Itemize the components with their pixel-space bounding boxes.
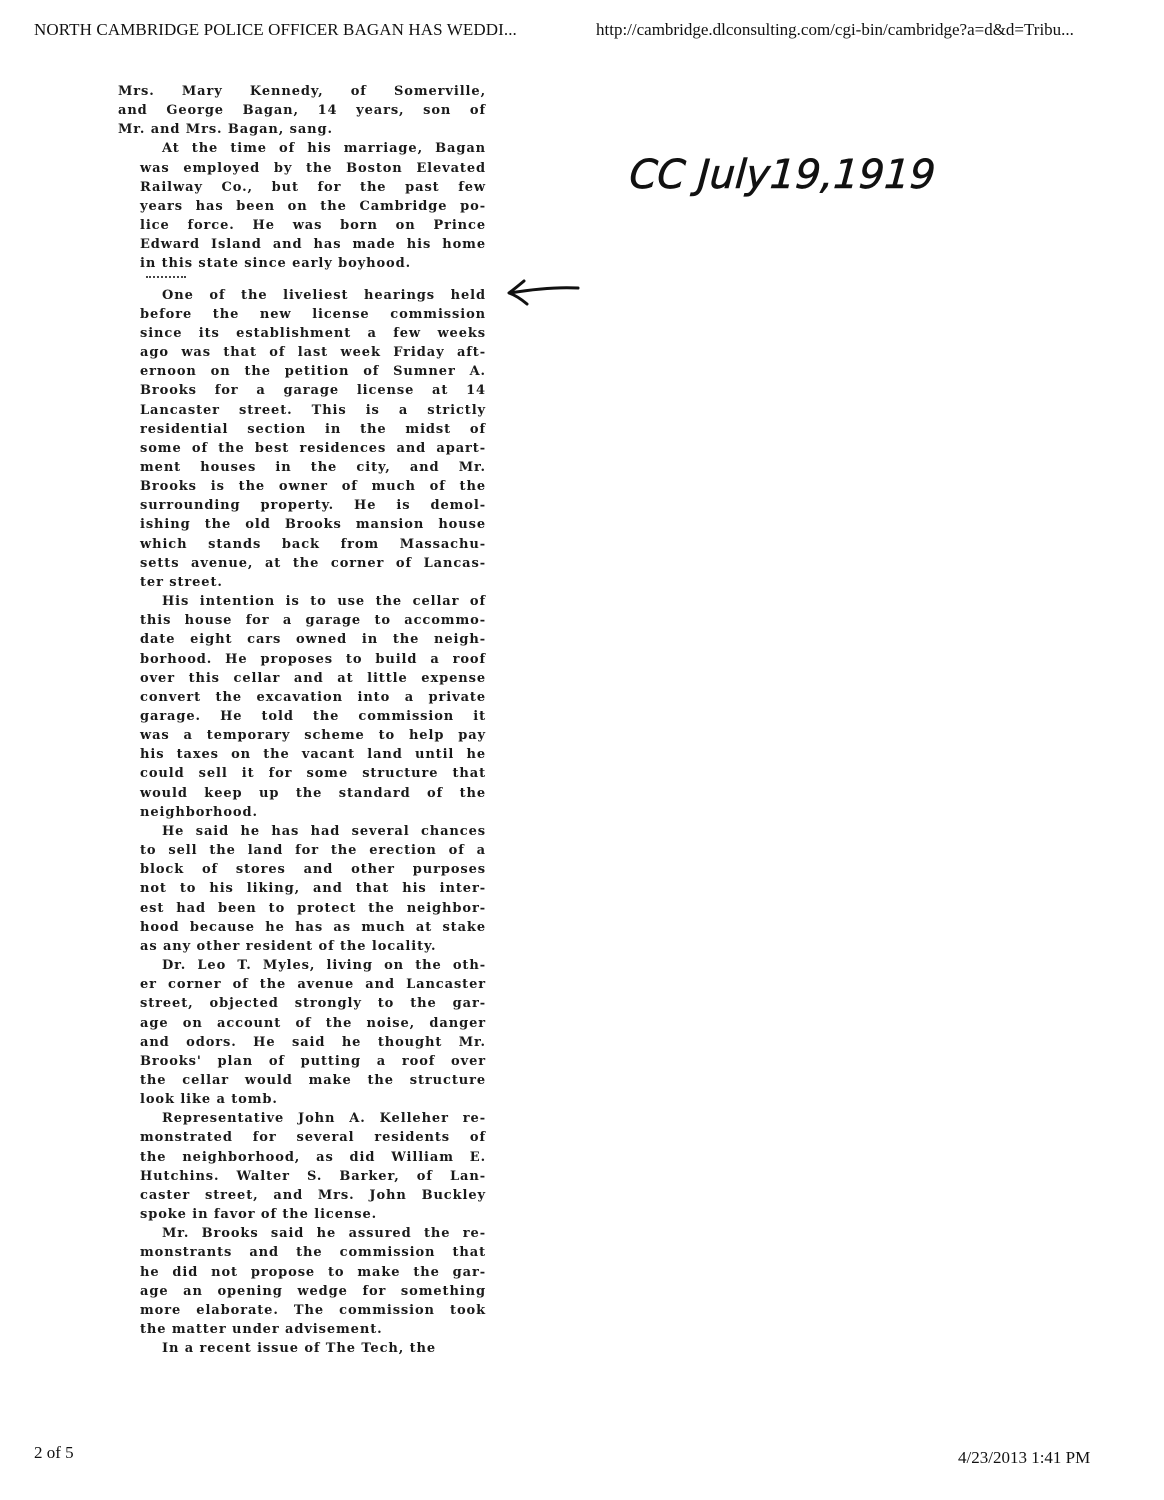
article-line: At the time of his marriage, Bagan xyxy=(162,141,486,157)
article-line: was a temporary scheme to help pay xyxy=(140,728,486,744)
article-line: as any other resident of the locality. xyxy=(140,938,437,954)
handwritten-note-text: CC July19,1919 xyxy=(628,152,937,198)
article-line: more elaborate. The commission took xyxy=(140,1302,486,1318)
article-line: Brooks' plan of putting a roof over xyxy=(140,1053,486,1069)
article-line: borhood. He proposes to build a roof xyxy=(140,651,486,667)
section-divider xyxy=(146,276,186,280)
article-line: Lancaster street. This is a strictly xyxy=(140,402,486,418)
article-line: the cellar would make the structure xyxy=(140,1072,486,1088)
article-line: over this cellar and at little expense xyxy=(140,670,486,686)
article-line: Edward Island and has made his home xyxy=(140,237,486,253)
article-column xyxy=(118,82,486,1358)
page-header-title: NORTH CAMBRIDGE POLICE OFFICER BAGAN HAS WEDDI... xyxy=(34,20,517,39)
article-line: Brooks is the owner of much of the xyxy=(140,479,486,495)
article-line: ishing the old Brooks mansion house xyxy=(140,517,486,533)
article-line: setts avenue, at the corner of Lancas- xyxy=(140,555,486,571)
page-header-url: http://cambridge.dlconsulting.com/cgi-bin/cambridge?a=d&d=Tribu... xyxy=(596,20,1074,39)
article-line: to sell the land for the erection of a xyxy=(140,843,486,859)
article-line: ter street. xyxy=(140,574,223,590)
article-paragraph xyxy=(118,1339,486,1358)
article-line: age an opening wedge for something xyxy=(140,1283,486,1299)
handwritten-date-note xyxy=(628,140,938,210)
article-line: Mr. Brooks said he assured the re- xyxy=(162,1226,486,1242)
article-paragraph xyxy=(118,822,486,956)
article-line: monstrated for several residents of xyxy=(140,1130,486,1146)
article-line: and odors. He said he thought Mr. xyxy=(140,1034,486,1050)
article-line: He said he has had several chances xyxy=(162,823,486,839)
article-paragraph xyxy=(118,1109,486,1224)
article-line: Brooks for a garage license at 14 xyxy=(140,383,486,399)
article-line: and George Bagan, 14 years, son of xyxy=(118,103,486,119)
article-line: spoke in favor of the license. xyxy=(140,1207,378,1223)
article-line: caster street, and Mrs. John Buckley xyxy=(140,1187,486,1203)
article-line: garage. He told the commission it xyxy=(140,709,486,724)
article-line: ago was that of last week Friday aft- xyxy=(140,345,486,361)
article-line: hood because he has as much at stake xyxy=(140,919,486,935)
newspaper-clipping xyxy=(106,62,494,1402)
article-paragraph xyxy=(118,139,486,273)
article-line: neighborhood. xyxy=(140,804,258,820)
article-line: Representative John A. Kelleher re- xyxy=(162,1111,486,1127)
print-timestamp: 4/23/2013 1:41 PM xyxy=(958,1448,1091,1467)
article-line: Hutchins. Walter S. Barker, of Lan- xyxy=(140,1168,486,1184)
article-line: block of stores and other purposes xyxy=(140,862,486,878)
article-line: Dr. Leo T. Myles, living on the oth- xyxy=(162,958,486,974)
article-line: convert the excavation into a private xyxy=(140,689,486,705)
article-line: Mr. and Mrs. Bagan, sang. xyxy=(118,122,333,138)
article-line: surrounding property. He is demol- xyxy=(140,498,486,514)
article-line: years has been on the Cambridge po- xyxy=(140,198,486,214)
article-line: age on account of the noise, danger xyxy=(140,1015,486,1031)
article-paragraph xyxy=(118,1224,486,1339)
article-line: in this state since early boyhood. xyxy=(140,256,412,272)
article-line: date eight cars owned in the neigh- xyxy=(140,632,486,648)
article-line: the matter under advisement. xyxy=(140,1322,383,1337)
article-line: some of the best residences and apart- xyxy=(140,440,486,456)
article-line: ernoon on the petition of Sumner A. xyxy=(140,364,486,380)
article-line: street, objected strongly to the gar- xyxy=(140,996,486,1012)
article-line: er corner of the avenue and Lancaster xyxy=(140,977,486,993)
article-paragraph xyxy=(118,82,486,139)
article-line: his taxes on the vacant land until he xyxy=(140,747,486,763)
page-counter: 2 of 5 xyxy=(34,1443,74,1462)
article-line: One of the liveliest hearings held xyxy=(162,287,486,303)
article-line: lice force. He was born on Prince xyxy=(140,218,486,234)
article-paragraph xyxy=(118,956,486,1109)
article-line: was employed by the Boston Elevated xyxy=(140,160,486,176)
article-line: In a recent issue of The Tech, the xyxy=(162,1341,437,1357)
article-paragraph xyxy=(118,286,486,593)
article-line: Mrs. Mary Kennedy, of Somerville, xyxy=(118,84,486,99)
article-line: Railway Co., but for the past few xyxy=(140,179,486,195)
article-line: monstrants and the commission that xyxy=(140,1245,486,1261)
article-line: not to his liking, and that his inter- xyxy=(140,881,486,897)
article-line: before the new license commission xyxy=(140,306,486,322)
article-line: ment houses in the city, and Mr. xyxy=(140,459,486,475)
article-line: His intention is to use the cellar of xyxy=(162,594,486,610)
article-line: residential section in the midst of xyxy=(140,421,486,437)
article-line: est had been to protect the neighbor- xyxy=(140,900,486,916)
article-line: since its establishment a few weeks xyxy=(140,325,486,341)
article-line: the neighborhood, as did William E. xyxy=(140,1149,486,1165)
article-line: this house for a garage to accommo- xyxy=(140,613,486,629)
left-arrow-icon xyxy=(504,278,580,306)
article-line: look like a tomb. xyxy=(140,1092,278,1108)
article-line: he did not propose to make the gar- xyxy=(140,1264,486,1280)
article-line: could sell it for some structure that xyxy=(140,766,486,782)
article-line: which stands back from Massachu- xyxy=(140,536,486,552)
article-line: would keep up the standard of the xyxy=(140,785,486,801)
article-paragraph xyxy=(118,592,486,822)
